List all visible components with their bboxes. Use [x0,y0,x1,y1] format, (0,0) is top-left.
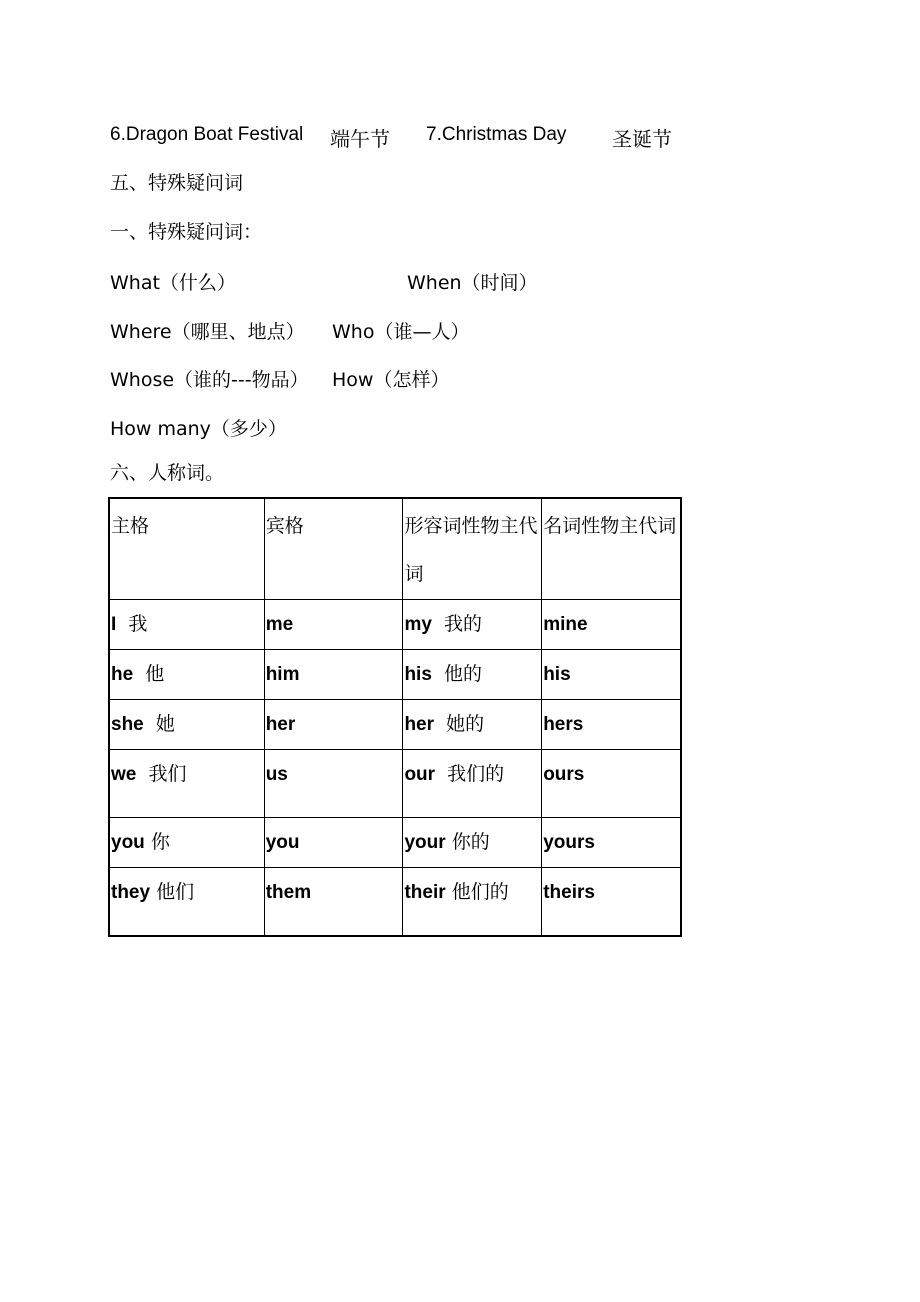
cell-objective: her [264,700,403,750]
cell-adjective-possessive [403,600,542,650]
cell-subjective [109,750,264,818]
cell-cn: 他 [145,663,165,685]
cell-objective: me [264,600,403,650]
cell-en: we [111,764,137,785]
cell-subjective [109,700,264,750]
cell-en: his [404,664,432,685]
festival-7-en: 7.Christmas Day [426,124,567,145]
question-word-what: What（什么） [110,272,236,294]
cell-en: my [404,614,432,635]
question-word-how-many: How many（多少） [110,418,287,440]
cell-cn: 我 [128,613,148,635]
cell-en: you [111,832,145,853]
cell-noun-possessive: mine [542,600,681,650]
cell-en: she [111,714,144,735]
cell-cn: 他们的 [451,881,509,903]
question-word-who: Who（谁—人） [332,321,470,343]
cell-adjective-possessive [403,700,542,750]
cell-en: our [404,764,436,785]
cell-subjective [109,868,264,937]
cell-cn: 你的 [451,831,490,853]
cell-cn: 我们的 [447,763,505,785]
cell-cn: 你 [150,831,170,853]
festival-6-en: 6.Dragon Boat Festival [110,124,304,145]
table-row [109,868,681,937]
cell-noun-possessive: yours [542,818,681,868]
table-row [109,700,681,750]
section6-heading: 六、人称词。 [110,462,225,484]
cell-cn: 我的 [444,613,483,635]
section5-heading: 五、特殊疑问词 [110,172,244,194]
cell-cn: 我们 [148,763,187,785]
cell-cn: 他们 [156,881,195,903]
cell-objective: us [264,750,403,818]
header-adjective-possessive: 形容词性物主代词 [403,498,542,600]
cell-noun-possessive: his [542,650,681,700]
cell-cn: 他的 [444,663,483,685]
cell-noun-possessive: hers [542,700,681,750]
cell-en: he [111,664,134,685]
cell-noun-possessive: theirs [542,868,681,937]
cell-en: they [111,882,151,903]
cell-objective: him [264,650,403,700]
cell-subjective [109,650,264,700]
question-word-where: Where（哪里、地点） [110,321,305,343]
cell-en: your [404,832,446,853]
cell-cn: 她的 [446,713,485,735]
table-header-row [109,498,681,600]
table-row [109,818,681,868]
cell-subjective [109,600,264,650]
cell-noun-possessive: ours [542,750,681,818]
cell-adjective-possessive [403,868,542,937]
cell-en: her [404,714,435,735]
cell-objective: you [264,818,403,868]
cell-subjective [109,818,264,868]
question-word-whose: Whose（谁的---物品） [110,369,309,391]
question-word-how: How（怎样） [332,369,450,391]
question-word-when: When（时间） [407,272,538,294]
header-subjective: 主格 [109,498,264,600]
cell-en: their [404,882,446,903]
cell-cn: 她 [155,713,175,735]
table-row [109,600,681,650]
cell-en: I [111,614,117,635]
cell-adjective-possessive [403,818,542,868]
section5-subheading: 一、特殊疑问词： [110,221,263,243]
table-row [109,650,681,700]
table-row [109,750,681,818]
cell-objective: them [264,868,403,937]
festival-7-cn: 圣诞节 [612,127,672,151]
festival-6-cn: 端午节 [330,127,390,151]
pronoun-table [108,497,682,937]
header-objective: 宾格 [264,498,403,600]
cell-adjective-possessive [403,650,542,700]
header-noun-possessive: 名词性物主代词 [542,498,681,600]
cell-adjective-possessive [403,750,542,818]
